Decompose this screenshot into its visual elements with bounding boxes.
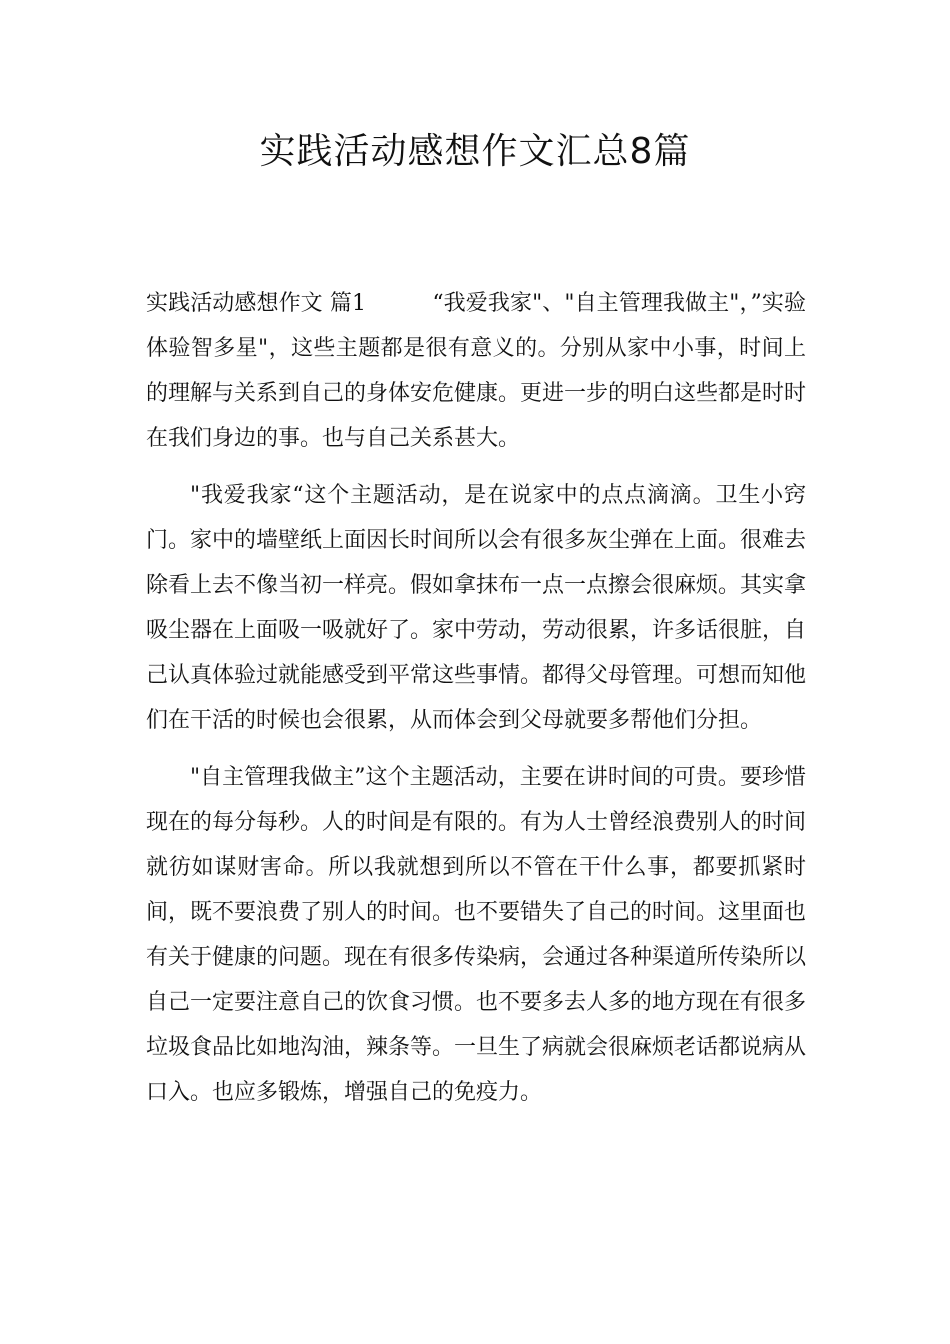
heading-spacer: [366, 291, 432, 316]
page-title: 实践活动感想作文汇总8篇: [259, 131, 691, 172]
paragraph-1: [146, 281, 806, 461]
paragraph-3: [146, 755, 806, 1115]
paragraph-text: "自主管理我做主”这个主题活动，主要在讲时间的可贵。要珍惜现在的每分每秒。人的时间是有限的。有为人士曾经浪费别人的时间就彷如谋财害命。所以我就想到所以不管在干什么事，都要抓紧时间，既不要浪费了别人的时间。也不要错失了自己的时间。这里面也有关于健康的问题。现在有很多传染病，会通过各种渠道所传染所以自己一定要注意自己的饮食习惯。也不要多去人多的地方现在有很多垃圾食品比如地沟油，辣条等。一旦生了病就会很麻烦老话都说病从口入。也应多锻炼，增强自己的免疫力。: [146, 765, 807, 1105]
paragraph-2: [146, 473, 806, 743]
section-heading: 实践活动感想作文 篇1: [146, 291, 366, 316]
paragraph-text: "我爱我家“这个主题活动，是在说家中的点点滴滴。卫生小窍门。家中的墙壁纸上面因长时间所以会有很多灰尘弹在上面。很难去除看上去不像当初一样亮。假如拿抹布一点一点擦会很麻烦。其实拿吸尘器在上面吸一吸就好了。家中劳动，劳动很累，许多话很脏，自己认真体验过就能感受到平常这些事情。都得父母管理。可想而知他们在干活的时候也会很累，从而体会到父母就要多帮他们分担。: [146, 483, 807, 733]
paragraph-text: “我爱我家"、"自主管理我做主"，”实验体验智多星"，这些主题都是很有意义的。分别从家中小事，时间上的理解与关系到自己的身体安危健康。更进一步的明白这些都是时时在我们身边的事。也与自己关系甚大。: [146, 291, 807, 451]
document-body: [146, 281, 806, 1127]
